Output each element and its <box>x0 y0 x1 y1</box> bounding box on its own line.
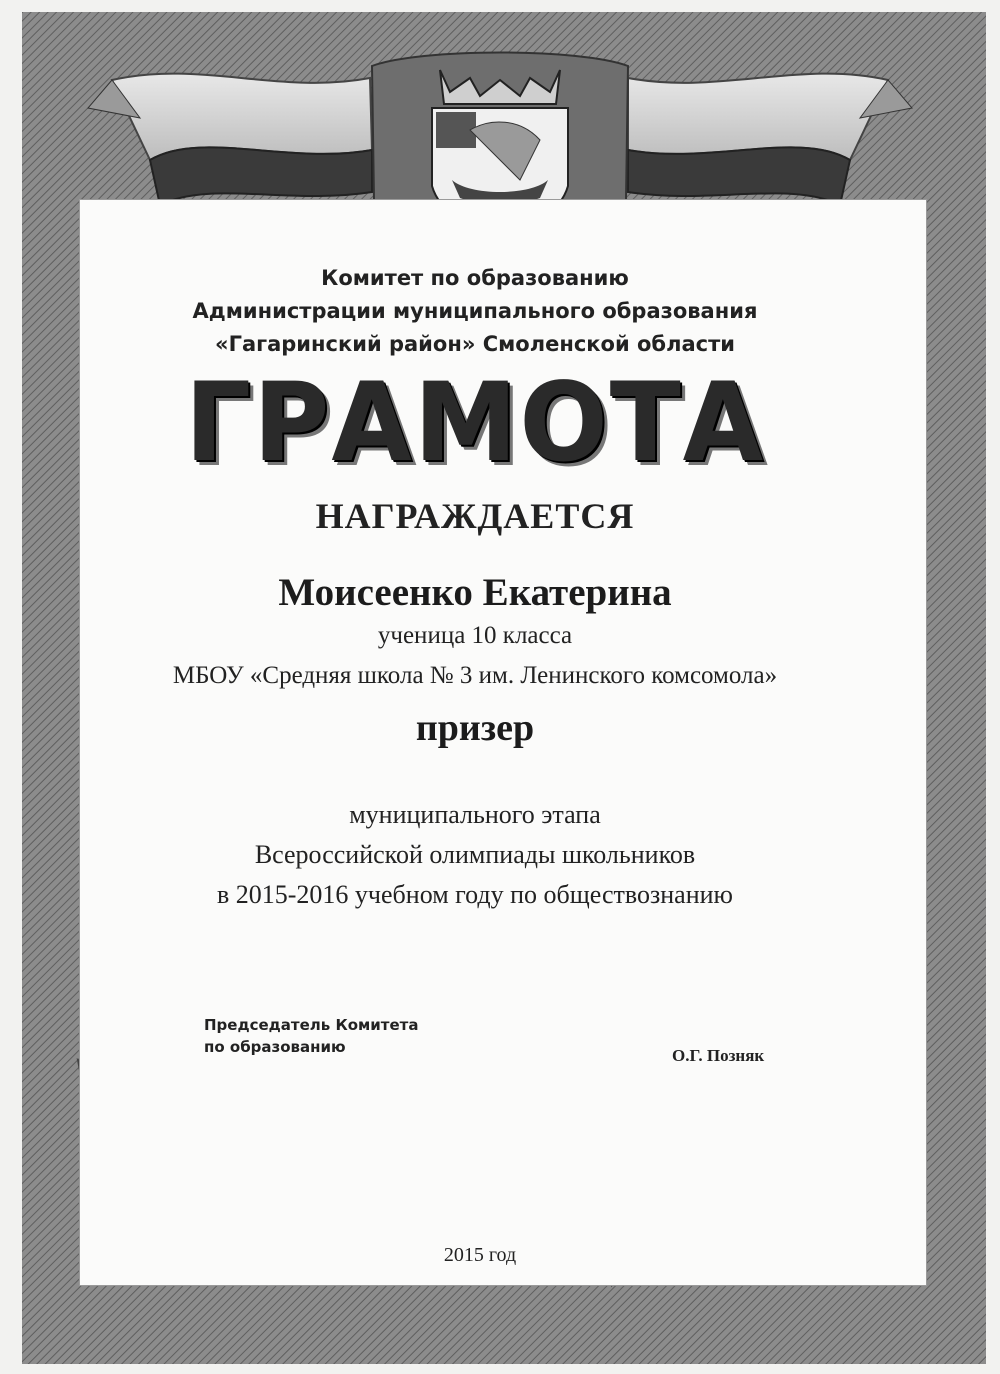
event-line: муниципального этапа <box>349 800 601 829</box>
recipient-school: МБОУ «Средняя школа № 3 им. Ленинского комсомола» <box>172 662 778 689</box>
issuer-block <box>80 262 870 361</box>
event-line: в 2015-2016 учебном году по обществознанию <box>217 880 733 909</box>
signatory-title <box>204 1014 418 1058</box>
awarded-label: НАГРАЖДАЕТСЯ <box>315 496 635 536</box>
signatory-name: О.Г. Позняк <box>672 1046 765 1065</box>
issuer-line: Комитет по образованию <box>321 266 629 290</box>
event-line: Всероссийской олимпиады школьников <box>254 840 696 869</box>
award-status: призер <box>415 707 535 749</box>
recipient-name: Моисеенко Екатерина <box>278 571 672 614</box>
issue-year: 2015 год <box>443 1244 517 1266</box>
issuer-line: Администрации муниципального образования <box>192 299 758 323</box>
issuer-line: «Гагаринский район» Смоленской области <box>215 332 735 356</box>
recipient-grade: ученица 10 класса <box>377 622 573 649</box>
certificate-title: ГРАМОТА <box>184 357 766 487</box>
signatory-title-line: Председатель Комитета <box>204 1016 419 1034</box>
signatory-title-line: по образованию <box>204 1038 346 1056</box>
